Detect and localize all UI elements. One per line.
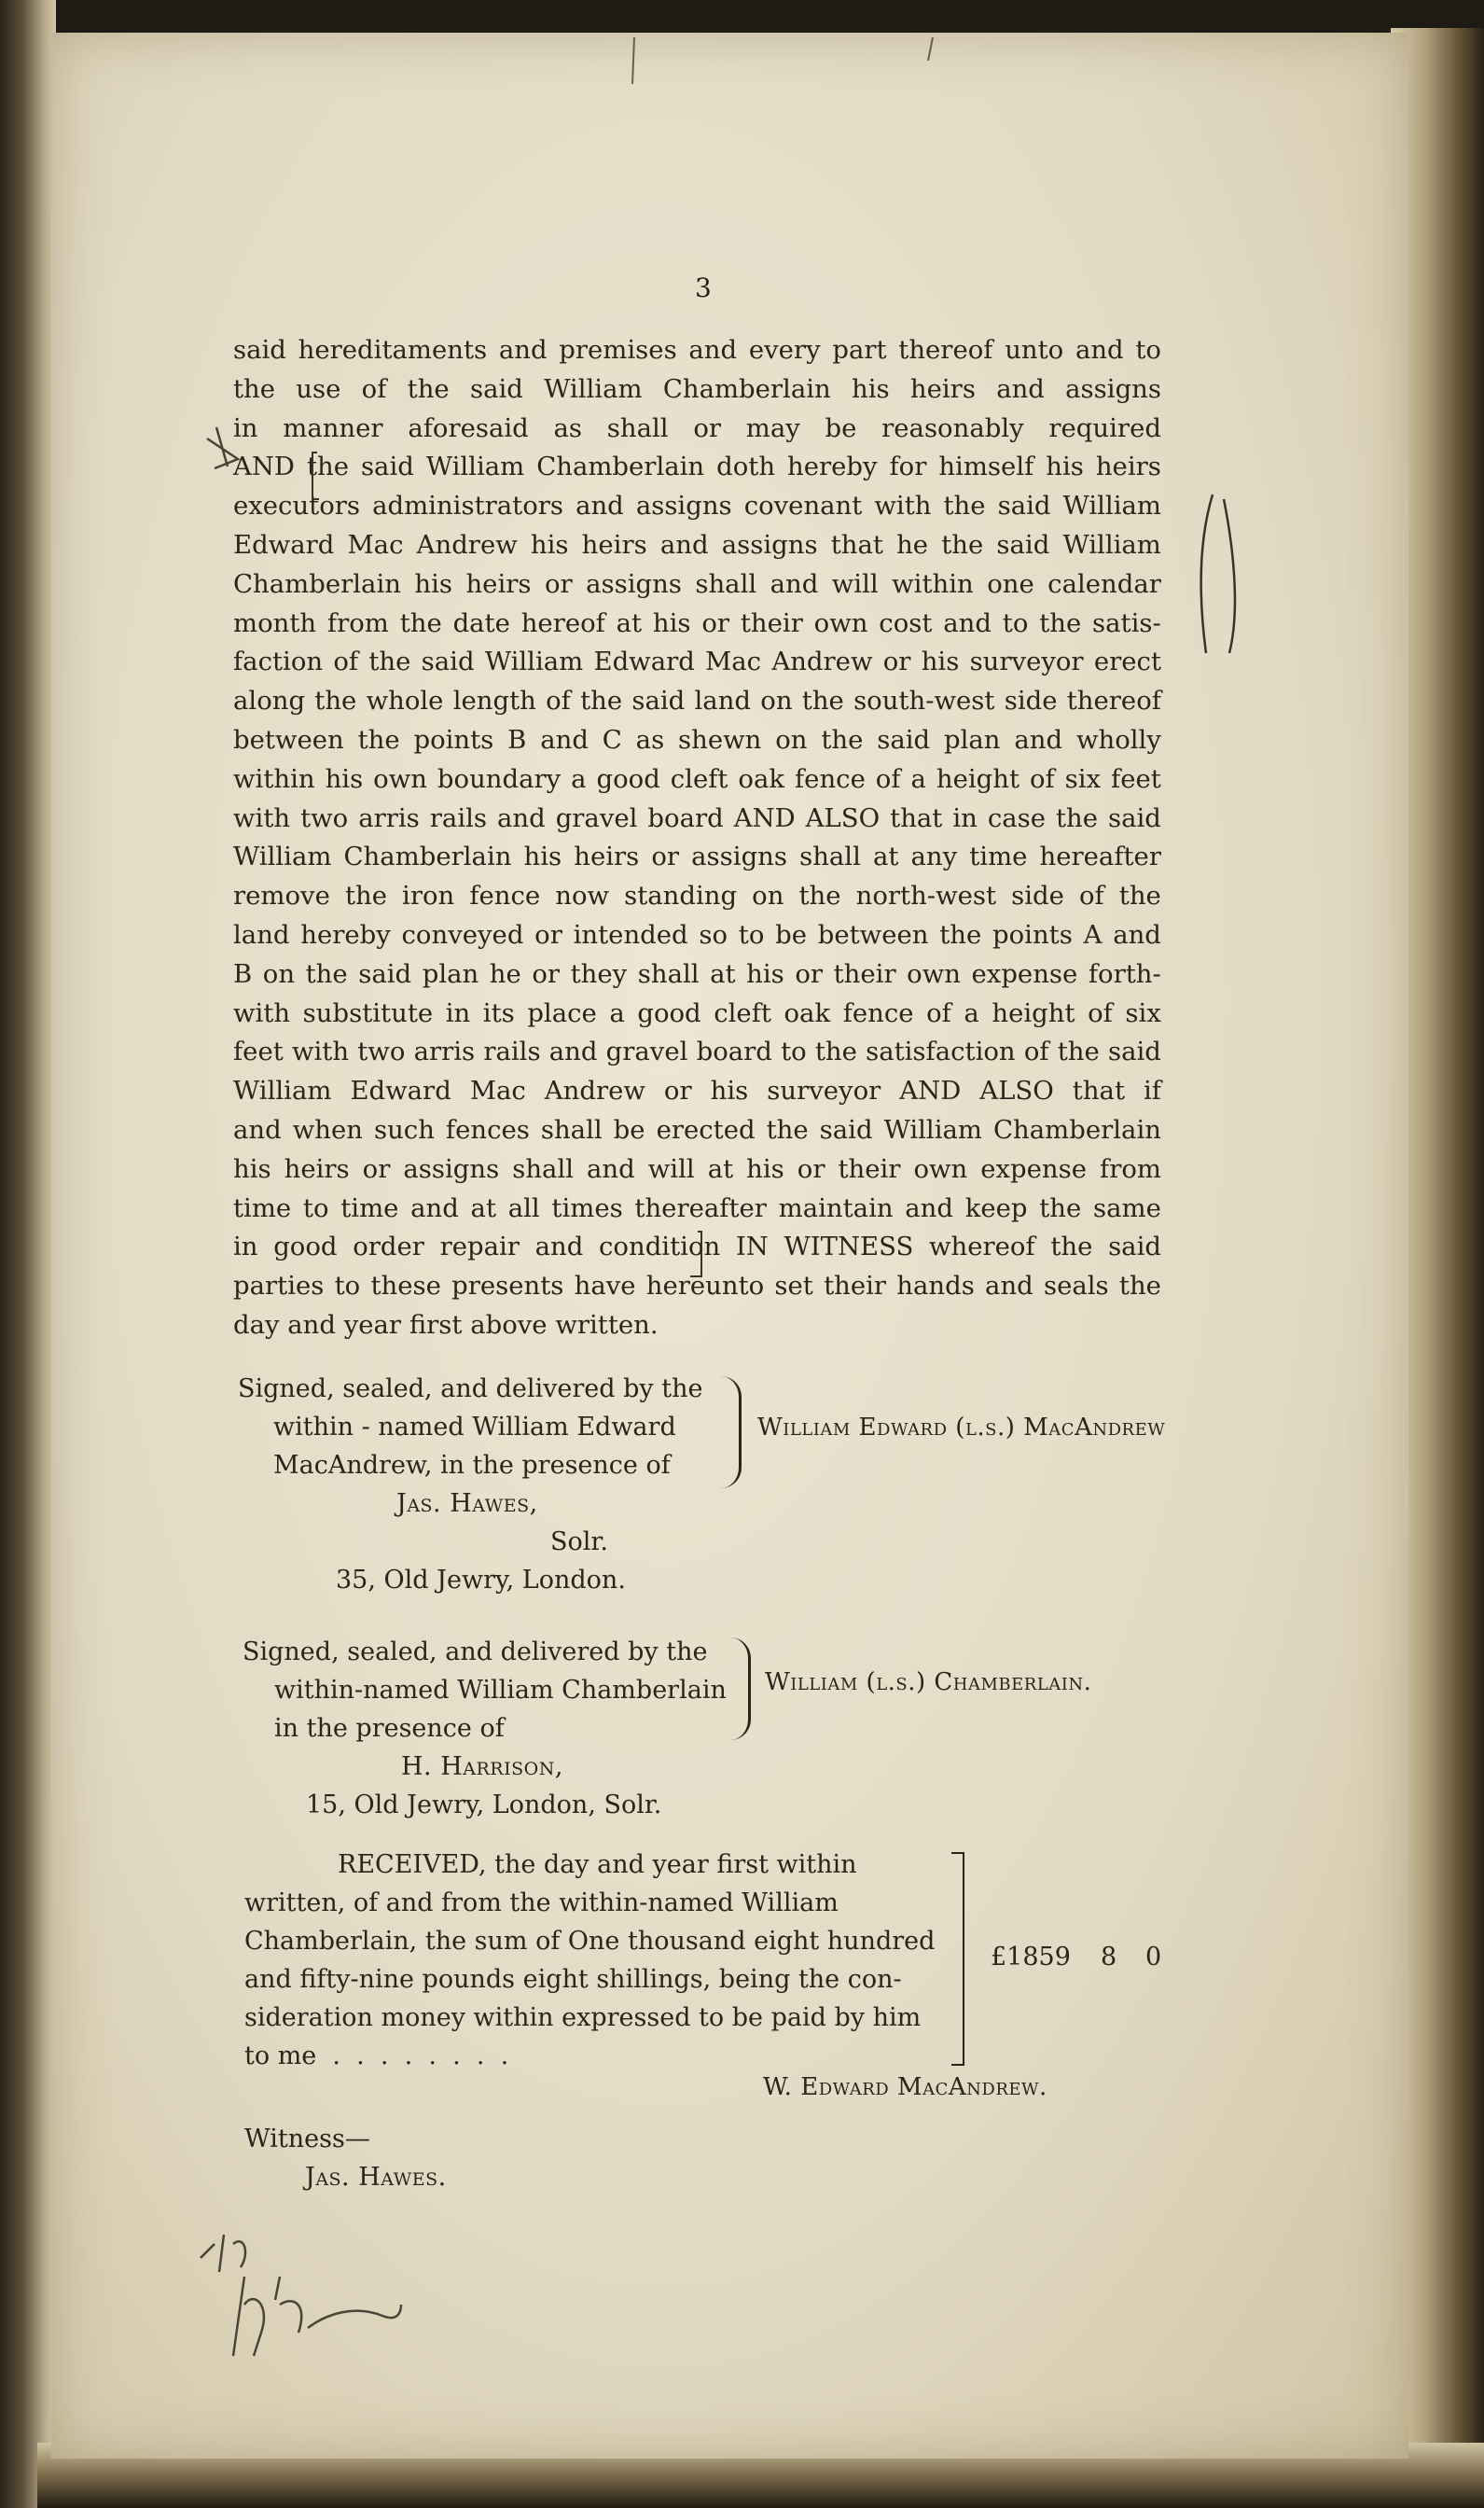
- receipt-line-5: sideration money within expressed to be paid by him: [244, 2003, 922, 2032]
- receipt-line-3: Chamberlain, the sum of One thousand eight hundred: [244, 1927, 936, 1956]
- body-line: time to time and at all times thereafter maintain and keep the same: [233, 1192, 1161, 1223]
- margin-check-mark: [207, 427, 238, 468]
- body-line: parties to these presents have hereunto set their hands and seals the: [233, 1271, 1161, 1302]
- receipt-line-2: written, of and from the within-named William: [244, 1888, 839, 1917]
- insert-bracket-witness: [690, 1232, 701, 1276]
- body-line: within his own boundary a good cleft oak fence of a height of six feet: [233, 763, 1161, 794]
- margin-bracket-mark: [1201, 495, 1235, 653]
- sig1-line-1: Signed, sealed, and delivered by the: [238, 1374, 703, 1403]
- receipt-line-1: RECEIVED, the day and year first within: [338, 1850, 857, 1879]
- sig1-line-2: within - named William Edward: [273, 1413, 676, 1442]
- sig1-line-3: MacAndrew, in the presence of: [273, 1451, 671, 1480]
- body-line: in manner aforesaid as shall or may be reasonably required: [233, 412, 1161, 443]
- sig2-line-1: Signed, sealed, and delivered by the: [243, 1637, 708, 1666]
- receipt-line-6: to me . . . . . . . .: [244, 2041, 509, 2070]
- body-line: AND the said William Chamberlain doth hereby for himself his heirs: [233, 452, 1161, 482]
- body-line: with two arris rails and gravel board AND ALSO that in case the said: [233, 802, 1161, 833]
- body-line: month from the date hereof at his or their own cost and to the satis-: [233, 607, 1161, 638]
- body-line: between the points B and C as shewn on the said plan and wholly: [233, 724, 1161, 755]
- body-line: William Chamberlain his heirs or assigns shall at any time hereafter: [233, 842, 1161, 872]
- body-line: land hereby conveyed or intended so to be between the points A and: [233, 919, 1161, 950]
- sig1-witness-name: Jas. Hawes,: [396, 1489, 538, 1518]
- insert-bracket-and: [312, 453, 319, 499]
- receipt-amount-pence: 0: [1145, 1943, 1162, 1972]
- sig1-witness-title: Solr.: [550, 1527, 608, 1556]
- sig2-line-2: within-named William Chamberlain: [274, 1676, 727, 1705]
- sig2-line-3: in the presence of: [274, 1714, 505, 1743]
- body-line: executors administrators and assigns covenant with the said William: [233, 491, 1161, 522]
- receipt-signed-by: W. Edward MacAndrew.: [763, 2073, 1047, 2101]
- witness-name: Jas. Hawes.: [305, 2163, 447, 2192]
- body-line: faction of the said William Edward Mac Andrew or his surveyor erect: [233, 647, 1161, 677]
- sig2-signer: William (l.s.) Chamberlain.: [765, 1668, 1092, 1696]
- sig1-signer: William Edward (l.s.) MacAndrew: [757, 1414, 1166, 1442]
- receipt-line-4: and fifty-nine pounds eight shillings, being the con-: [244, 1965, 902, 1994]
- sig2-witness-name: H. Harrison,: [401, 1752, 563, 1781]
- sig2-witness-address: 15, Old Jewry, London, Solr.: [306, 1790, 662, 1819]
- receipt-amount-pounds: £1859: [991, 1943, 1071, 1972]
- body-line: and when such fences shall be erected the said William Chamberlain: [233, 1114, 1161, 1145]
- witness-label: Witness—: [244, 2125, 370, 2153]
- body-line: remove the iron fence now standing on the north-west side of the: [233, 881, 1161, 912]
- body-line: his heirs or assigns shall and will at his or their own expense from: [233, 1153, 1161, 1184]
- body-line: day and year first above written.: [233, 1309, 659, 1340]
- body-line: said hereditaments and premises and every part thereof unto and to: [233, 335, 1161, 365]
- body-line: with substitute in its place a good cleft oak fence of a height of six: [233, 997, 1161, 1028]
- body-line: B on the said plan he or they shall at his or their own expense forth-: [233, 958, 1161, 989]
- sig1-witness-address: 35, Old Jewry, London.: [336, 1566, 626, 1595]
- receipt-amount-shillings: 8: [1101, 1943, 1117, 1972]
- body-line: Chamberlain his heirs or assigns shall and will within one calendar: [233, 568, 1161, 599]
- body-line: William Edward Mac Andrew or his surveyor AND ALSO that if: [233, 1076, 1161, 1107]
- body-line: feet with two arris rails and gravel board to the satisfaction of the said: [233, 1037, 1161, 1067]
- body-line: Edward Mac Andrew his heirs and assigns that he the said William: [233, 529, 1161, 560]
- top-fold-mark: [632, 37, 933, 84]
- body-line: along the whole length of the said land on the south-west side thereof: [233, 686, 1161, 717]
- body-line: the use of the said William Chamberlain his heirs and assigns: [233, 373, 1161, 404]
- body-line: in good order repair and condition IN WITNESS whereof the said: [233, 1232, 1161, 1262]
- initials-scribble: [201, 2235, 401, 2356]
- page-number: 3: [695, 272, 712, 303]
